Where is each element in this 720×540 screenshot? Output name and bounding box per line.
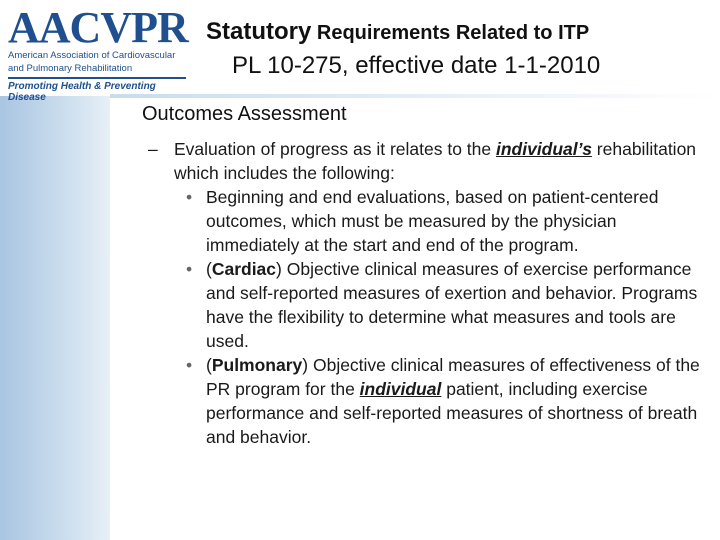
bullet-prefix-close: ) xyxy=(302,355,309,375)
dash-item xyxy=(142,138,702,449)
aacvpr-logo xyxy=(8,3,194,103)
intro-emphasis: individual’s xyxy=(495,139,592,159)
title-bold-part: Statutory xyxy=(206,18,312,45)
bullet-text-after: patient, including exercise performance and self-reported measures of shortness of breath and behavior. xyxy=(206,379,698,447)
bullet-prefix-bold: Cardiac xyxy=(211,259,277,279)
bullet-icon: • xyxy=(186,187,193,207)
logo-rule xyxy=(8,77,186,79)
list-item xyxy=(174,353,702,449)
title-rest: Requirements Related to ITP xyxy=(311,22,590,44)
slide-subtitle: PL 10-275, effective date 1-1-2010 xyxy=(232,52,601,79)
bullet-icon: • xyxy=(186,355,193,375)
bullet-icon: • xyxy=(186,259,193,279)
bullet-text: Objective clinical measures of exercise performance and self-reported measures of exertion and behavior. Programs have the flexibility to determine what measures and tools are used. xyxy=(206,259,698,351)
logo-tagline: Promoting Health & Preventing Disease xyxy=(8,80,156,103)
slide-title xyxy=(206,18,589,46)
section-heading: Outcomes Assessment xyxy=(142,103,347,125)
logo-mark: AACVPR xyxy=(8,3,188,52)
logo-org-line2: and Pulmonary Rehabilitation xyxy=(8,63,133,74)
intro-text-after: rehabilitation which includes the following: xyxy=(174,139,697,183)
bullet-prefix-open: ( xyxy=(206,355,212,375)
bullet-prefix-close: ) xyxy=(276,259,282,279)
list-item xyxy=(174,185,702,257)
bullet-text-before: Objective clinical measures of effectiveness of the PR program for the xyxy=(206,355,700,399)
bullet-list xyxy=(174,185,702,449)
bullet-prefix-open: ( xyxy=(206,259,212,279)
bullet-emphasis: individual xyxy=(359,379,442,399)
slide-content xyxy=(142,100,702,449)
logo-org-line1: American Association of Cardiovascular xyxy=(8,50,176,61)
bullet-text: Beginning and end evaluations, based on patient-centered outcomes, which must be measured by the physician immediately at the start and end of the program. xyxy=(206,187,659,255)
dash-marker: – xyxy=(148,139,158,159)
intro-text-before: Evaluation of progress as it relates to the xyxy=(174,139,496,159)
header-divider xyxy=(110,94,720,98)
list-item xyxy=(174,257,702,353)
bullet-prefix-bold: Pulmonary xyxy=(211,355,303,375)
